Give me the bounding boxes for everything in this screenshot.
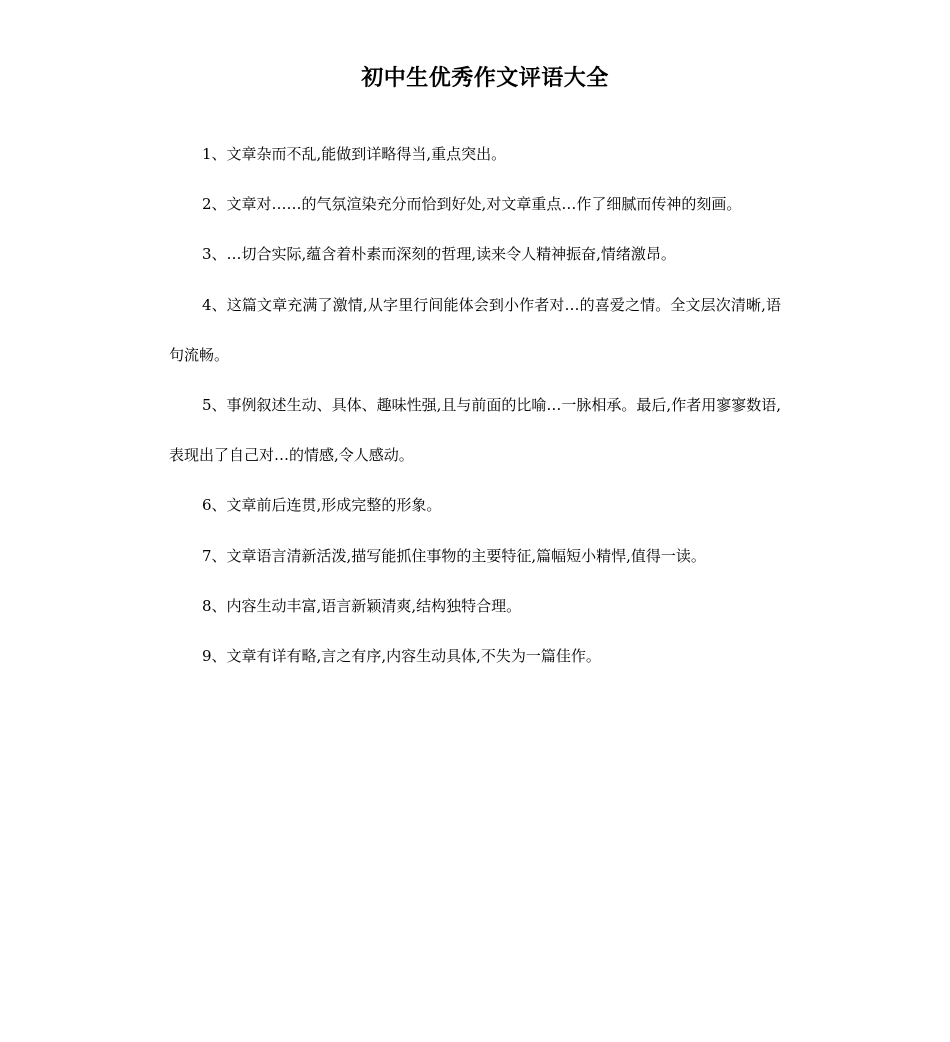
paragraph-5: 5、事例叙述生动、具体、趣味性强,且与前面的比喻…一脉相承。最后,作者用寥寥数语,表现出了自己对…的情感,令人感动。 bbox=[169, 396, 781, 465]
paragraph-9: 9、文章有详有略,言之有序,内容生动具体,不失为一篇佳作。 bbox=[202, 647, 601, 666]
paragraph-4: 4、这篇文章充满了激情,从字里行间能体会到小作者对…的喜爱之情。全文层次清晰,语句流畅。 bbox=[169, 295, 781, 364]
paragraph-6: 6、文章前后连贯,形成完整的形象。 bbox=[202, 496, 442, 515]
document-body bbox=[169, 129, 781, 681]
paragraph-3: 3、…切合实际,蕴含着朴素而深刻的哲理,读来令人精神振奋,情绪激昂。 bbox=[202, 245, 676, 264]
paragraph-8: 8、内容生动丰富,语言新颖清爽,结构独特合理。 bbox=[202, 596, 522, 615]
paragraph-2: 2、文章对……的气氛渲染充分而恰到好处,对文章重点…作了细腻而传神的刻画。 bbox=[202, 195, 742, 214]
paragraph-7: 7、文章语言清新活泼,描写能抓住事物的主要特征,篇幅短小精悍,值得一读。 bbox=[202, 546, 706, 565]
paragraph-1: 1、文章杂而不乱,能做到详略得当,重点突出。 bbox=[202, 145, 507, 163]
page-title: 初中生优秀作文评语大全 bbox=[361, 66, 609, 91]
